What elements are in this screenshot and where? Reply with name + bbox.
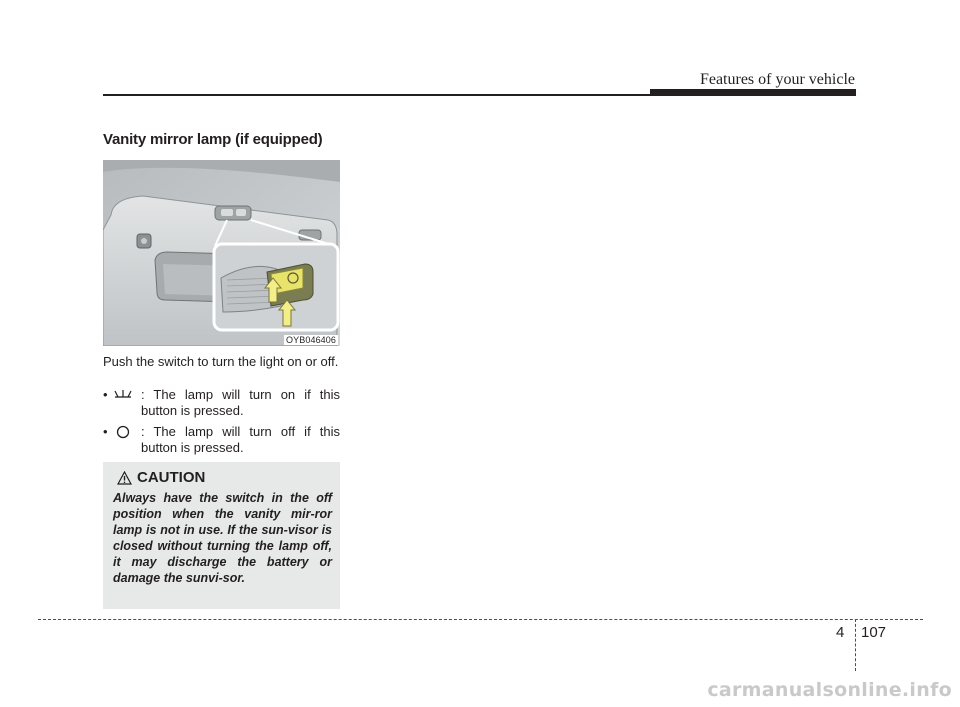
bullet-lamp-on bbox=[103, 387, 340, 421]
page-number: 107 bbox=[861, 624, 887, 641]
warning-triangle-icon bbox=[117, 471, 132, 485]
footer-divider bbox=[855, 619, 856, 671]
caution-text: Always have the switch in the off position when the vanity mir-ror lamp is not in use. If the sun-visor is closed without turning the lamp off, it may discharge the battery or damage the sunvi-sor. bbox=[113, 491, 332, 585]
caution-box bbox=[103, 462, 340, 609]
bullet-text: : The lamp will turn off if this button is pressed. bbox=[141, 424, 340, 455]
figure-code: OYB046406 bbox=[286, 335, 336, 345]
header-rule-accent bbox=[650, 89, 856, 96]
watermark: carmanualsonline.info bbox=[707, 679, 952, 701]
section-heading: Vanity mirror lamp (if equipped) bbox=[103, 131, 323, 148]
lamp-off-circle-icon bbox=[112, 425, 134, 443]
footer-rule bbox=[38, 619, 923, 620]
bullet-lamp-off bbox=[103, 424, 340, 458]
caution-title: CAUTION bbox=[137, 469, 206, 486]
vanity-mirror-lamp-drawing bbox=[103, 160, 340, 346]
vanity-mirror-lamp-illustration bbox=[103, 160, 340, 346]
chapter-number: 4 bbox=[836, 624, 845, 641]
bullet-text: : The lamp will turn on if this button is pressed. bbox=[141, 387, 340, 418]
bullet-dot: • bbox=[103, 387, 108, 402]
lamp-on-symbol-icon bbox=[112, 388, 134, 406]
bullet-dot: • bbox=[103, 424, 108, 439]
intro-text: Push the switch to turn the light on or off. bbox=[103, 354, 339, 369]
header-title: Features of your vehicle bbox=[699, 71, 855, 88]
